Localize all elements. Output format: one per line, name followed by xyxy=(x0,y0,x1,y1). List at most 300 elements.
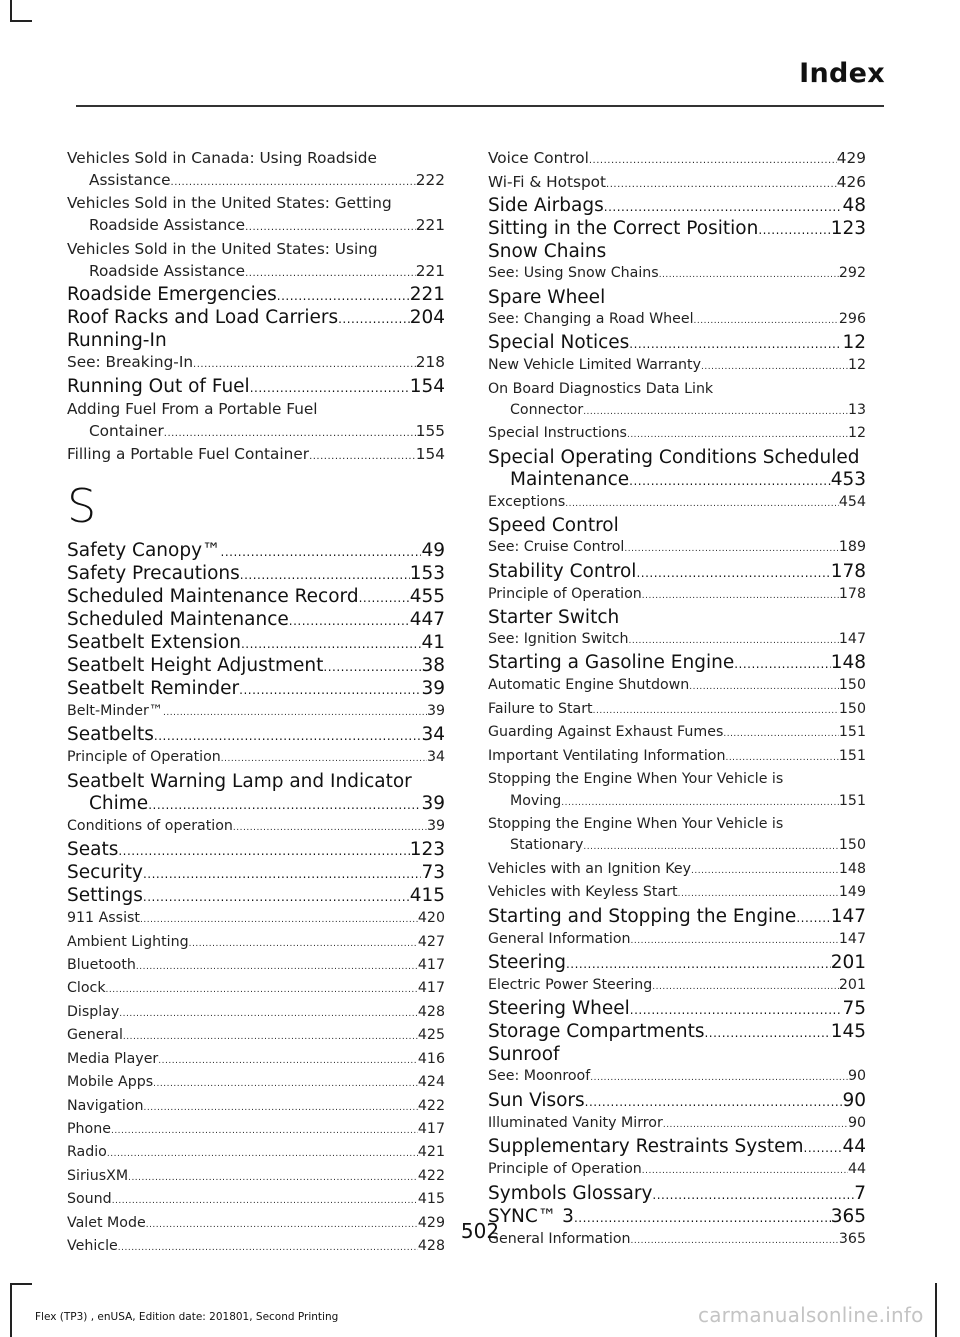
page-ref: 153 xyxy=(409,563,445,585)
entry-label: Special Notices xyxy=(488,332,630,354)
entry-label: Chime xyxy=(89,792,149,814)
dot-leader xyxy=(590,1066,848,1089)
index-row xyxy=(67,1072,445,1095)
index-entry xyxy=(67,609,445,632)
index-subentry xyxy=(488,814,866,859)
index-subentry xyxy=(488,859,866,882)
index-subentry xyxy=(488,355,866,378)
index-row xyxy=(67,862,445,885)
page-ref: 147 xyxy=(838,631,866,648)
entry-label: Electric Power Steering xyxy=(488,976,653,993)
page-number: 502 xyxy=(460,1219,500,1243)
index-subentry xyxy=(488,423,866,446)
entry-label: Maintenance xyxy=(510,468,630,490)
dot-leader xyxy=(694,309,839,332)
page-ref: 48 xyxy=(842,195,866,217)
entry-label: Roadside Assistance xyxy=(89,261,246,280)
index-subentry xyxy=(488,629,866,652)
page-ref: 201 xyxy=(830,951,866,973)
entry-label: SYNC™ 3 xyxy=(488,1205,574,1227)
entry-label: Seatbelt Warning Lamp and Indicator xyxy=(67,770,412,792)
page-ref: 39 xyxy=(421,678,445,700)
index-entry xyxy=(67,678,445,701)
index-row xyxy=(488,1159,866,1182)
dot-leader xyxy=(734,652,830,675)
dot-leader xyxy=(678,882,839,905)
entry-label: Phone xyxy=(67,1120,111,1137)
index-subentry xyxy=(488,975,866,998)
dot-leader xyxy=(723,722,839,745)
page-ref: 417 xyxy=(417,980,445,997)
dot-leader xyxy=(629,469,831,492)
entry-label: General xyxy=(67,1027,123,1044)
index-row xyxy=(67,1025,445,1048)
index-subentry xyxy=(488,148,866,172)
entry-label: Container xyxy=(89,421,164,440)
index-row xyxy=(67,444,445,468)
page-ref: 422 xyxy=(417,1097,445,1114)
entry-label: Sun Visors xyxy=(488,1089,585,1111)
dot-leader xyxy=(566,952,831,975)
dot-leader xyxy=(796,906,830,929)
entry-label: Exceptions xyxy=(488,493,566,510)
entry-label: Moving xyxy=(510,792,562,809)
dot-leader xyxy=(144,1096,418,1119)
entry-label: Failure to Start xyxy=(488,700,593,717)
entry-label: Roof Racks and Load Carriers xyxy=(67,307,339,329)
index-row xyxy=(67,352,445,376)
entry-label: Roadside Emergencies xyxy=(67,284,277,306)
index-subentry xyxy=(67,1189,445,1212)
index-entry xyxy=(67,839,445,862)
crop-mark xyxy=(12,20,32,22)
entry-label: Valet Mode xyxy=(67,1214,146,1231)
page-ref: 151 xyxy=(838,724,866,741)
entry-label: See: Using Snow Chains xyxy=(488,265,659,282)
index-entry xyxy=(488,218,866,241)
index-entry xyxy=(488,447,866,492)
entry-label: See: Cruise Control xyxy=(488,539,625,556)
index-subentry xyxy=(67,148,445,193)
index-subentry xyxy=(488,769,866,814)
index-subentry xyxy=(67,747,445,770)
index-row xyxy=(67,932,445,955)
page-ref: 204 xyxy=(409,307,445,329)
page-ref: 221 xyxy=(415,216,445,235)
dot-leader xyxy=(140,908,418,931)
page-ref: 44 xyxy=(847,1161,866,1178)
index-row xyxy=(67,1189,445,1212)
entry-label: Starting a Gasoline Engine xyxy=(488,652,735,674)
page-ref: 12 xyxy=(847,357,866,374)
index-subentry xyxy=(67,1142,445,1165)
dot-leader xyxy=(154,724,422,747)
index-row xyxy=(67,816,445,839)
index-row xyxy=(67,678,445,701)
page-ref: 425 xyxy=(417,1027,445,1044)
entry-label: Display xyxy=(67,1003,120,1020)
page-ref: 7 xyxy=(854,1182,866,1204)
entry-label: Stability Control xyxy=(488,560,637,582)
page-ref: 420 xyxy=(417,910,445,927)
page-ref: 221 xyxy=(409,284,445,306)
index-entry xyxy=(67,862,445,885)
dot-leader xyxy=(604,195,843,218)
entry-label: Special Operating Conditions Scheduled xyxy=(488,446,860,468)
index-row xyxy=(67,955,445,978)
dot-leader xyxy=(309,444,416,468)
index-row xyxy=(488,699,866,722)
dot-leader xyxy=(163,701,427,724)
dot-leader xyxy=(652,1183,854,1206)
entry-label: Assistance xyxy=(89,170,171,189)
index-entry xyxy=(67,586,445,609)
index-entry xyxy=(488,607,866,629)
index-row xyxy=(488,791,866,814)
index-row xyxy=(488,629,866,652)
entry-label: Clock xyxy=(67,980,106,997)
entry-label: Scheduled Maintenance Record xyxy=(67,586,359,608)
dot-leader xyxy=(112,1189,418,1212)
index-row xyxy=(488,332,866,355)
entry-label: Wi-Fi & Hotspot xyxy=(488,172,607,191)
page-ref: 421 xyxy=(417,1144,445,1161)
index-entry xyxy=(488,952,866,975)
page-ref: 189 xyxy=(838,539,866,556)
entry-label: Symbols Glossary xyxy=(488,1182,653,1204)
dot-leader xyxy=(642,1159,848,1182)
entry-label: Principle of Operation xyxy=(67,749,221,766)
entry-label: SiriusXM xyxy=(67,1167,129,1184)
index-row xyxy=(488,1136,866,1159)
index-entry xyxy=(488,241,866,263)
dot-leader xyxy=(106,978,418,1001)
entry-label: Connector xyxy=(510,402,584,419)
page-ref: 150 xyxy=(838,677,866,694)
page-ref: 296 xyxy=(838,310,866,327)
page-ref: 365 xyxy=(838,1230,866,1247)
page-ref: 149 xyxy=(838,884,866,901)
index-entry xyxy=(488,1021,866,1044)
page-ref: 12 xyxy=(847,425,866,442)
dot-leader xyxy=(628,629,838,652)
index-subentry xyxy=(488,929,866,952)
index-row xyxy=(67,655,445,678)
entry-label: Settings xyxy=(67,885,143,907)
index-subentry xyxy=(67,1002,445,1025)
index-row xyxy=(67,839,445,862)
index-entry xyxy=(488,195,866,218)
index-row xyxy=(67,421,445,445)
dot-leader xyxy=(338,307,410,330)
index-row xyxy=(488,263,866,286)
page-ref: 365 xyxy=(830,1205,866,1227)
dot-leader xyxy=(652,975,839,998)
index-row xyxy=(67,330,445,352)
index-subentry xyxy=(488,379,866,424)
index-subentry xyxy=(488,172,866,196)
page-ref: 424 xyxy=(417,1074,445,1091)
entry-label: General Information xyxy=(488,1230,631,1247)
entry-label: Stopping the Engine When Your Vehicle is xyxy=(488,771,784,788)
index-row xyxy=(488,1113,866,1136)
dot-leader xyxy=(689,675,839,698)
dot-leader xyxy=(636,561,830,584)
index-row xyxy=(67,1002,445,1025)
index-row xyxy=(488,1021,866,1044)
index-row xyxy=(67,284,445,307)
crop-mark xyxy=(10,0,12,22)
index-row xyxy=(67,1119,445,1142)
entry-label: Starter Switch xyxy=(488,607,620,629)
dot-leader xyxy=(642,584,839,607)
index-row xyxy=(488,287,866,309)
index-row xyxy=(67,908,445,931)
index-row xyxy=(488,172,866,196)
index-row xyxy=(67,1096,445,1119)
page-ref: 218 xyxy=(415,353,445,372)
entry-label: Navigation xyxy=(67,1097,144,1114)
index-entry xyxy=(67,771,445,816)
index-row xyxy=(67,724,445,747)
page-ref: 147 xyxy=(830,905,866,927)
page-ref: 73 xyxy=(421,862,445,884)
index-subentry xyxy=(67,701,445,724)
entry-label: Scheduled Maintenance xyxy=(67,609,289,631)
entry-label: Seatbelt Height Adjustment xyxy=(67,655,324,677)
index-subentry xyxy=(67,444,445,468)
page-ref: 34 xyxy=(426,749,445,766)
index-row xyxy=(67,563,445,586)
entry-label: Guarding Against Exhaust Fumes xyxy=(488,724,724,741)
page-ref: 429 xyxy=(836,149,866,167)
index-entry xyxy=(488,1090,866,1113)
index-entry xyxy=(488,515,866,537)
index-entry xyxy=(67,540,445,563)
entry-label: Seatbelts xyxy=(67,724,154,746)
dot-leader xyxy=(663,1113,848,1136)
entry-label: Spare Wheel xyxy=(488,286,606,308)
index-row xyxy=(67,978,445,1001)
page-ref: 151 xyxy=(838,792,866,809)
index-subentry xyxy=(488,1159,866,1182)
index-row xyxy=(67,170,445,194)
page-title: Index xyxy=(799,58,885,89)
entry-label: Seatbelt Reminder xyxy=(67,678,240,700)
dot-leader xyxy=(164,421,416,445)
entry-label: On Board Diagnostics Data Link xyxy=(488,380,714,397)
entry-label: Steering xyxy=(488,951,566,973)
page-ref: 222 xyxy=(415,170,445,189)
page-ref: 90 xyxy=(842,1089,866,1111)
index-row xyxy=(67,701,445,724)
index-subentry xyxy=(488,537,866,560)
entry-label: Mobile Apps xyxy=(67,1074,154,1091)
dot-leader xyxy=(583,400,848,423)
entry-label: Supplementary Restraints System xyxy=(488,1136,804,1158)
entry-label: Seatbelt Extension xyxy=(67,632,241,654)
page-ref: 454 xyxy=(838,493,866,510)
index-column-left xyxy=(67,148,445,1259)
index-entry xyxy=(488,1183,866,1206)
dot-leader xyxy=(143,862,421,885)
crop-mark xyxy=(935,1283,937,1337)
index-subentry xyxy=(67,1049,445,1072)
index-row xyxy=(488,515,866,537)
index-row xyxy=(67,1166,445,1189)
page-ref: 34 xyxy=(421,724,445,746)
index-row xyxy=(488,584,866,607)
page-ref: 12 xyxy=(842,332,866,354)
page-ref: 13 xyxy=(847,402,866,419)
entry-label: Radio xyxy=(67,1144,107,1161)
page-ref: 123 xyxy=(409,839,445,861)
dot-leader xyxy=(323,655,421,678)
index-row xyxy=(488,675,866,698)
page-ref: 150 xyxy=(838,700,866,717)
index-row xyxy=(488,492,866,515)
page-ref: 41 xyxy=(421,632,445,654)
page-ref: 417 xyxy=(417,957,445,974)
index-row xyxy=(488,722,866,745)
page-ref: 75 xyxy=(842,998,866,1020)
entry-label: See: Changing a Road Wheel xyxy=(488,310,694,327)
index-row xyxy=(488,561,866,584)
page-ref: 426 xyxy=(836,172,866,191)
index-row xyxy=(67,586,445,609)
entry-label: Running Out of Fuel xyxy=(67,375,250,397)
entry-label: New Vehicle Limited Warranty xyxy=(488,357,701,374)
entry-label: Principle of Operation xyxy=(488,1161,642,1178)
index-row xyxy=(67,885,445,908)
page-ref: 38 xyxy=(421,655,445,677)
dot-leader xyxy=(659,263,839,286)
entry-label: Ambient Lighting xyxy=(67,933,189,950)
dot-leader xyxy=(704,1021,830,1044)
page-ref: 154 xyxy=(415,445,445,464)
index-row xyxy=(488,746,866,769)
dot-leader xyxy=(158,1049,418,1072)
index-row xyxy=(488,882,866,905)
page-ref: 455 xyxy=(409,586,445,608)
dot-leader xyxy=(277,284,410,307)
index-subentry xyxy=(488,1113,866,1136)
entry-label: Storage Compartments xyxy=(488,1021,705,1043)
index-row xyxy=(488,1066,866,1089)
dot-leader xyxy=(691,859,839,882)
page-ref: 44 xyxy=(842,1136,866,1158)
entry-label: Automatic Engine Shutdown xyxy=(488,677,690,694)
entry-label: Sitting in the Correct Position xyxy=(488,218,759,240)
dot-leader xyxy=(631,929,839,952)
dot-leader xyxy=(123,1025,418,1048)
entry-label: Vehicles Sold in Canada: Using Roadside xyxy=(67,149,377,167)
dot-leader xyxy=(630,998,843,1021)
entry-label: Voice Control xyxy=(488,149,589,167)
dot-leader xyxy=(148,793,421,816)
page-ref: 154 xyxy=(409,375,445,397)
index-entry xyxy=(67,307,445,330)
index-row xyxy=(488,906,866,929)
index-subentry xyxy=(488,675,866,698)
entry-label: Side Airbags xyxy=(488,195,604,217)
index-row xyxy=(488,148,866,172)
dot-leader xyxy=(245,215,416,239)
index-row xyxy=(67,376,445,399)
dot-leader xyxy=(189,932,418,955)
index-subentry xyxy=(488,746,866,769)
index-subentry xyxy=(67,1119,445,1142)
page-ref: 90 xyxy=(847,1068,866,1085)
entry-label: Snow Chains xyxy=(488,241,607,263)
index-subentry xyxy=(67,352,445,376)
dot-leader xyxy=(221,540,422,563)
entry-label: See: Breaking-In xyxy=(67,353,194,372)
index-subentry xyxy=(67,1166,445,1189)
dot-leader xyxy=(193,352,416,376)
index-entry xyxy=(488,906,866,929)
dot-leader xyxy=(221,747,427,770)
page-ref: 150 xyxy=(838,837,866,854)
dot-leader xyxy=(725,746,838,769)
crop-mark xyxy=(12,1283,32,1285)
index-column-right xyxy=(488,148,866,1252)
crop-mark xyxy=(10,1283,12,1337)
page-ref: 292 xyxy=(838,265,866,282)
index-row xyxy=(488,975,866,998)
index-subentry xyxy=(488,263,866,286)
index-row xyxy=(488,929,866,952)
dot-leader xyxy=(118,839,409,862)
entry-label: Vehicles with Keyless Start xyxy=(488,884,678,901)
dot-leader xyxy=(565,492,839,515)
page-ref: 90 xyxy=(847,1114,866,1131)
entry-label: Adding Fuel From a Portable Fuel xyxy=(67,399,318,418)
index-row xyxy=(67,1142,445,1165)
index-subentry xyxy=(488,584,866,607)
index-row xyxy=(488,1183,866,1206)
index-row xyxy=(488,241,866,263)
index-row xyxy=(67,261,445,285)
page-ref: 39 xyxy=(426,817,445,834)
entry-label: Seats xyxy=(67,839,119,861)
dot-leader xyxy=(250,376,410,399)
entry-label: Stopping the Engine When Your Vehicle is xyxy=(488,815,784,832)
dot-leader xyxy=(585,1090,843,1113)
page-ref: 123 xyxy=(830,218,866,240)
dot-leader xyxy=(289,609,410,632)
entry-label: Roadside Assistance xyxy=(89,216,246,235)
index-subentry xyxy=(67,1025,445,1048)
page-ref: 147 xyxy=(838,930,866,947)
index-subentry xyxy=(67,955,445,978)
entry-label: See: Moonroof xyxy=(488,1068,591,1085)
index-row xyxy=(67,215,445,239)
index-subentry xyxy=(67,193,445,238)
entry-label: Special Instructions xyxy=(488,425,627,442)
index-row xyxy=(67,632,445,655)
page-ref: 422 xyxy=(417,1167,445,1184)
index-row xyxy=(67,307,445,330)
entry-label: See: Ignition Switch xyxy=(488,631,629,648)
index-row xyxy=(488,537,866,560)
index-subentry xyxy=(67,932,445,955)
entry-label: Conditions of operation xyxy=(67,817,233,834)
entry-label: Vehicles Sold in the United States: Getting xyxy=(67,194,392,213)
index-entry xyxy=(488,1136,866,1159)
entry-label: Stationary xyxy=(510,837,584,854)
entry-label: Bluetooth xyxy=(67,957,136,974)
